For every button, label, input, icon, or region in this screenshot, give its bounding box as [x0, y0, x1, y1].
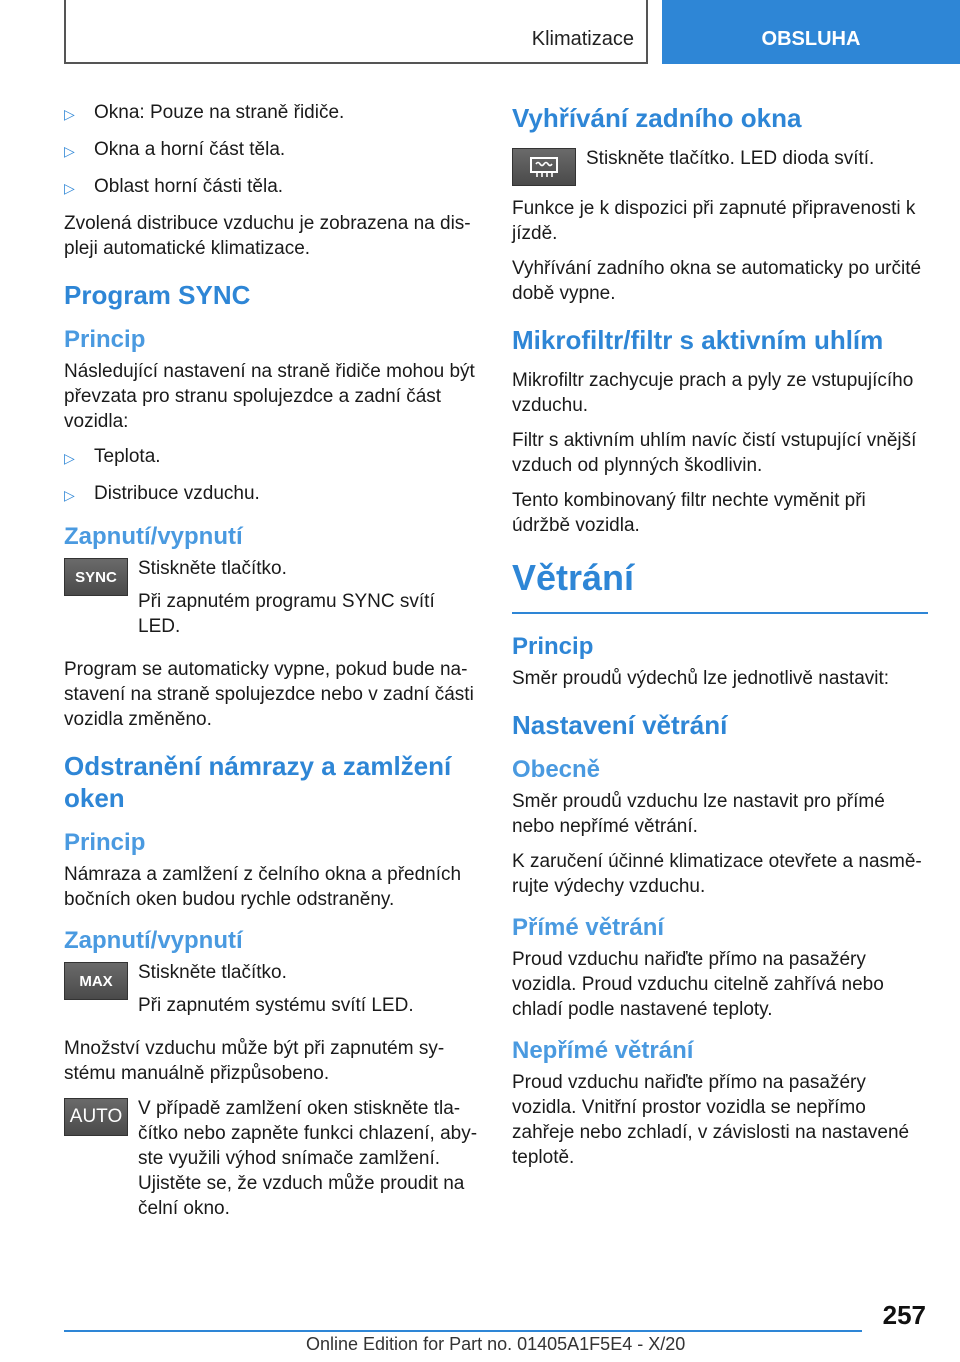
triangle-bullet-icon: ▷: [64, 450, 75, 466]
heading-princip: Princip: [512, 633, 594, 660]
list-item: ▷ Teplota.: [64, 444, 480, 471]
rear-defrost-icon: [512, 148, 576, 186]
triangle-bullet-icon: ▷: [64, 106, 75, 122]
heading-general: Obecně: [512, 756, 601, 783]
list-item: ▷ Distribuce vzduchu.: [64, 481, 480, 508]
triangle-bullet-icon: ▷: [64, 487, 75, 503]
heading-zapnuti: Zapnutí/vypnutí: [64, 523, 243, 550]
paragraph: Program se automaticky vypne, pokud bude na‐stavení na straně spolujezdce nebo v zadní části vozidla změněno.: [64, 659, 474, 730]
triangle-bullet-icon: ▷: [64, 180, 75, 196]
heading-rear-window-heating: Vyhřívání zadního okna: [512, 103, 802, 133]
paragraph: Při zapnutém programu SYNC svítí LED.: [138, 591, 435, 637]
footer-edition: Online Edition for Part no. 01405A1F5E4 - X/20: [306, 1334, 686, 1354]
paragraph: Funkce je k dispozici při zapnuté připravenosti k jízdě.: [512, 198, 916, 244]
chapter-tab[interactable]: OBSLUHA: [662, 0, 960, 64]
heading-princip: Princip: [64, 326, 146, 353]
heading-sync: Program SYNC: [64, 280, 251, 310]
footer-rule: [64, 1330, 862, 1332]
paragraph: K zaručení účinné klimatizace otevřete a nasmě‐rujte výdechy vzduchu.: [512, 851, 922, 897]
paragraph: Směr proudů výdechů lze jednotlivě nastavit:: [512, 668, 890, 689]
heading-princip: Princip: [64, 829, 146, 856]
paragraph: Tento kombinovaný filtr nechte vyměnit při údržbě vozidla.: [512, 490, 866, 536]
paragraph: Stiskněte tlačítko.: [138, 962, 287, 983]
max-defrost-button-icon: MAX: [64, 962, 128, 1000]
auto-button-row: [64, 1096, 480, 1229]
rear-defrost-icon: [529, 156, 559, 178]
paragraph: Mikrofiltr zachycuje prach a pyly ze vstupujícího vzduchu.: [512, 370, 914, 416]
paragraph: Směr proudů vzduchu lze nastavit pro přímé nebo nepřímé větrání.: [512, 791, 885, 837]
page-number: 257: [882, 1300, 926, 1330]
paragraph: Vyhřívání zadního okna se automaticky po určité době vypne.: [512, 258, 922, 304]
heading-direct-ventilation: Přímé větrání: [512, 914, 665, 941]
paragraph: Zvolená distribuce vzduchu je zobrazena na dis‐pleji automatické klimatizace.: [64, 213, 471, 259]
list-item: ▷ Oblast horní části těla.: [64, 174, 480, 201]
paragraph: Při zapnutém systému svítí LED.: [138, 995, 414, 1016]
paragraph: Stiskněte tlačítko.: [138, 558, 287, 579]
paragraph: Filtr s aktivním uhlím navíc čistí vstupující vnější vzduch od plynných škodlivin.: [512, 430, 917, 476]
triangle-bullet-icon: ▷: [64, 143, 75, 159]
left-column: [64, 100, 480, 1239]
heading-ventilation-settings: Nastavení větrání: [512, 710, 728, 740]
heading-zapnuti: Zapnutí/vypnutí: [64, 927, 243, 954]
section-title: Klimatizace: [531, 28, 634, 50]
max-button-row: [64, 960, 480, 1026]
auto-button-icon: AUTO: [64, 1098, 128, 1136]
rear-heat-button-row: [512, 146, 928, 186]
right-column: [512, 100, 928, 1180]
paragraph: V případě zamlžení oken stiskněte tla‐čítko nebo zapněte funkci chlazení, aby‐ste využili výhod snímače zamlžení. Ujistěte se, že vzduch může proudit na čelní okno.: [138, 1098, 478, 1219]
paragraph: Stiskněte tlačítko. LED dioda svítí.: [586, 148, 875, 169]
paragraph: Námraza a zamlžení z čelního okna a předních bočních oken budou rychle odstraněny.: [64, 864, 462, 910]
paragraph: Následující nastavení na straně řidiče mohou být převzata pro stranu spolujezdce a zadní část vozidla:: [64, 361, 475, 432]
heading-rule: [512, 612, 928, 614]
paragraph: Množství vzduchu může být při zapnutém sy‐stému manuálně přizpůsobeno.: [64, 1038, 445, 1084]
header-box: [64, 0, 648, 64]
sync-button-row: [64, 556, 480, 647]
list-item: ▷ Okna: Pouze na straně řidiče.: [64, 100, 480, 127]
sync-button-icon: SYNC: [64, 558, 128, 596]
heading-indirect-ventilation: Nepřímé větrání: [512, 1037, 694, 1064]
heading-odstraneni: Odstranění námrazy a zamlžení oken: [64, 751, 452, 813]
paragraph: Proud vzduchu nařiďte přímo na pasažéry vozidla. Proud vzduchu citelně zahřívá nebo chladí podle nastavené teploty.: [512, 949, 884, 1020]
heading-ventilation: Větrání: [512, 557, 635, 598]
heading-microfilter: Mikrofiltr/filtr s aktivním uhlím: [512, 325, 884, 355]
paragraph: Proud vzduchu nařiďte přímo na pasažéry vozidla. Vnitřní prostor vozidla se nepřímo zahřeje nebo zchladí, v závislosti na nastavené teplotě.: [512, 1072, 910, 1168]
list-item: ▷ Okna a horní část těla.: [64, 137, 480, 164]
